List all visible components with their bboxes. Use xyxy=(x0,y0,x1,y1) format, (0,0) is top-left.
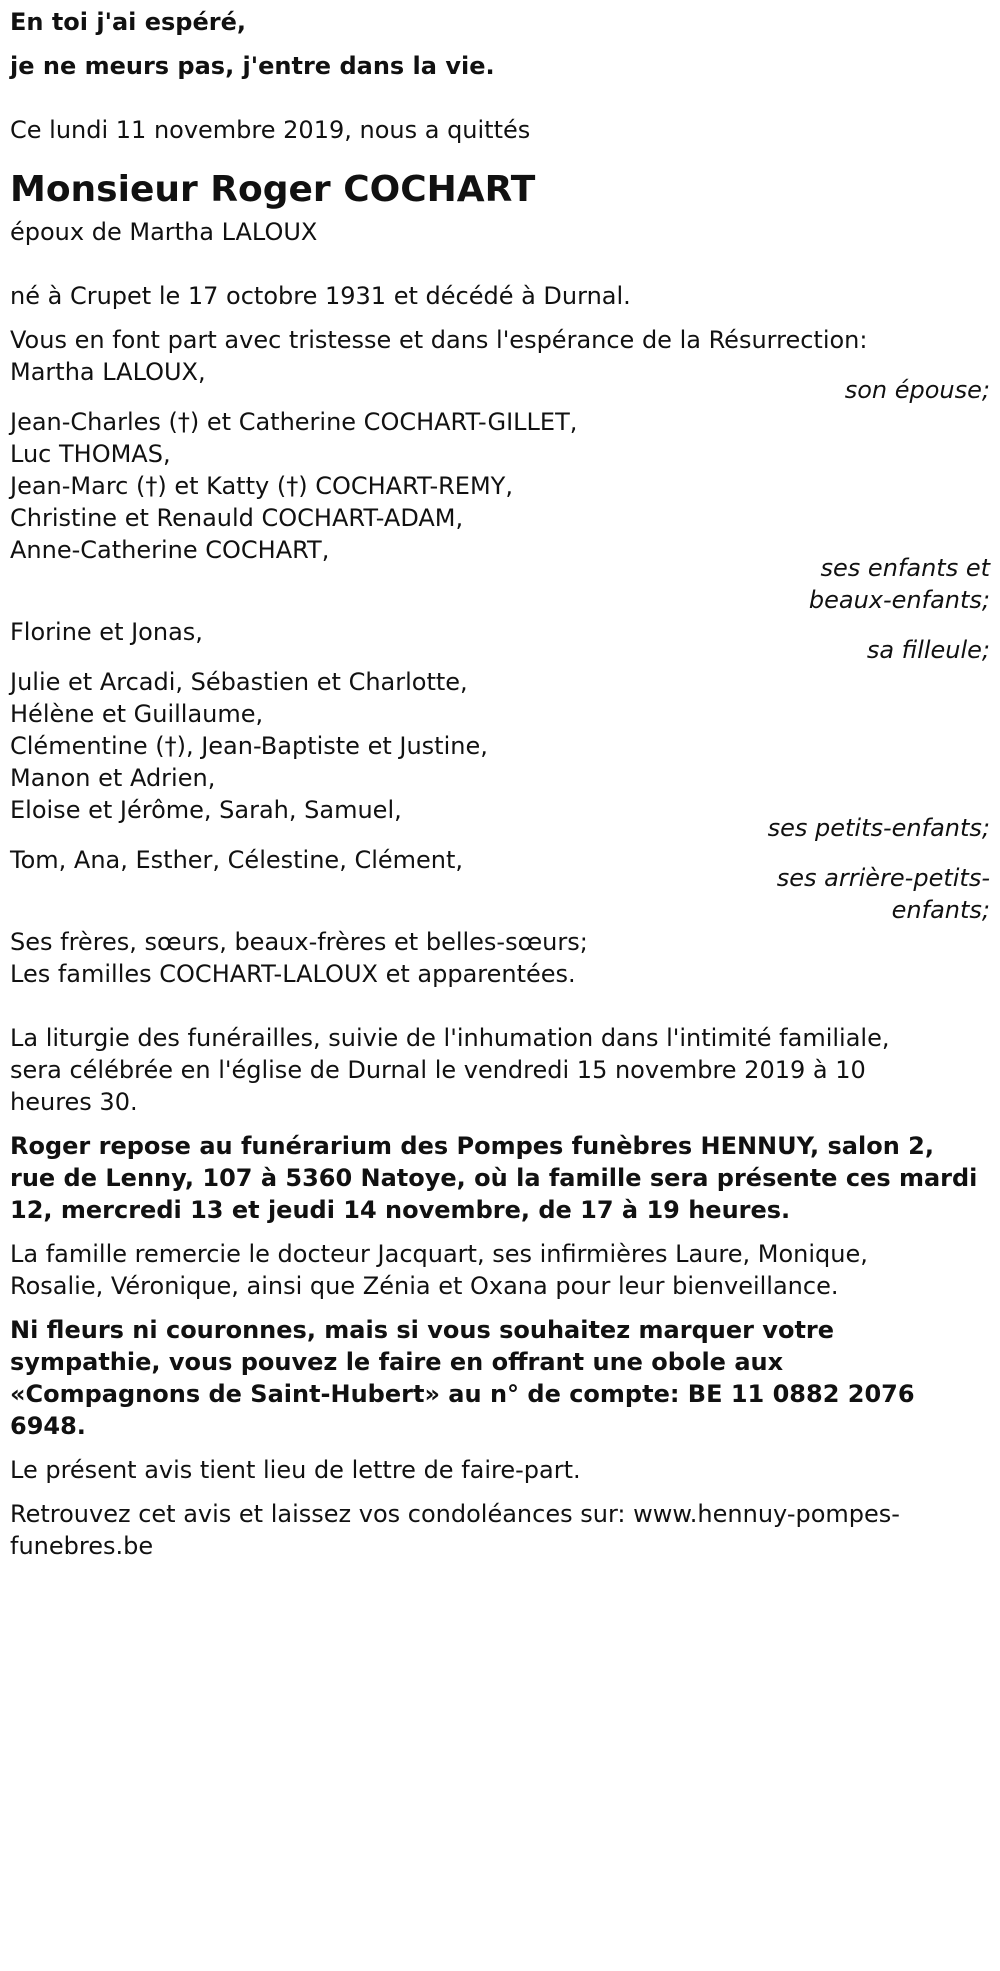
grandchild-line: Eloise et Jérôme, Sarah, Samuel, xyxy=(10,796,402,824)
child-line: Jean-Marc (†) et Katty (†) COCHART-REMY, xyxy=(10,472,513,500)
great-grandchildren-role: enfants; xyxy=(891,896,990,924)
verse-line-1: En toi j'ai espéré, xyxy=(10,8,246,36)
grandchild-line: Manon et Adrien, xyxy=(10,764,216,792)
deceased-name: Monsieur Roger COCHART xyxy=(10,169,536,210)
flowers-line: «Compagnons de Saint-Hubert» au n° de compte: BE 11 0882 2076 xyxy=(10,1380,915,1408)
birth-death-line: né à Crupet le 17 octobre 1931 et décédé à Durnal. xyxy=(10,282,631,310)
website-line: funebres.be xyxy=(10,1532,154,1560)
grandchildren-role: ses petits-enfants; xyxy=(767,814,990,842)
child-line: Luc THOMAS, xyxy=(10,440,171,468)
spouse-name: Martha LALOUX, xyxy=(10,358,206,386)
liturgy-line: La liturgie des funérailles, suivie de l'inhumation dans l'intimité familiale, xyxy=(10,1024,890,1052)
great-grandchildren-names: Tom, Ana, Esther, Célestine, Clément, xyxy=(10,846,464,874)
children-role: beaux-enfants; xyxy=(808,586,990,614)
child-line: Anne-Catherine COCHART, xyxy=(10,536,330,564)
child-line: Christine et Renauld COCHART-ADAM, xyxy=(10,504,464,532)
spouse-line: époux de Martha LALOUX xyxy=(10,218,318,246)
announcement: Ce lundi 11 novembre 2019, nous a quittés xyxy=(10,116,531,144)
website-line: Retrouvez cet avis et laissez vos condoléances sur: www.hennuy-pompes- xyxy=(10,1500,900,1528)
liturgy-line: sera célébrée en l'église de Durnal le vendredi 15 novembre 2019 à 10 xyxy=(10,1056,866,1084)
other-relatives-line: Les familles COCHART-LALOUX et apparentées. xyxy=(10,960,576,988)
family-intro: Vous en font part avec tristesse et dans l'espérance de la Résurrection: xyxy=(10,326,868,354)
flowers-line: sympathie, vous pouvez le faire en offrant une obole aux xyxy=(10,1348,784,1376)
great-grandchildren-role: ses arrière-petits- xyxy=(776,864,990,892)
child-line: Jean-Charles (†) et Catherine COCHART-GILLET, xyxy=(10,408,578,436)
funerarium-line: rue de Lenny, 107 à 5360 Natoye, où la famille sera présente ces mardi xyxy=(10,1164,978,1192)
liturgy-line: heures 30. xyxy=(10,1088,138,1116)
flowers-line: Ni fleurs ni couronnes, mais si vous souhaitez marquer votre xyxy=(10,1316,835,1344)
other-relatives-line: Ses frères, sœurs, beaux-frères et belles-sœurs; xyxy=(10,928,588,956)
thanks-line: Rosalie, Véronique, ainsi que Zénia et Oxana pour leur bienveillance. xyxy=(10,1272,839,1300)
notice-line: Le présent avis tient lieu de lettre de faire-part. xyxy=(10,1456,581,1484)
thanks-line: La famille remercie le docteur Jacquart, ses infirmières Laure, Monique, xyxy=(10,1240,868,1268)
children-role: ses enfants et xyxy=(820,554,990,582)
funerarium-line: 12, mercredi 13 et jeudi 14 novembre, de 17 à 19 heures. xyxy=(10,1196,791,1224)
grandchild-line: Clémentine (†), Jean-Baptiste et Justine, xyxy=(10,732,488,760)
verse-line-2: je ne meurs pas, j'entre dans la vie. xyxy=(10,52,495,80)
grandchild-line: Julie et Arcadi, Sébastien et Charlotte, xyxy=(10,668,468,696)
funerarium-line: Roger repose au funérarium des Pompes funèbres HENNUY, salon 2, xyxy=(10,1132,934,1160)
flowers-line: 6948. xyxy=(10,1412,86,1440)
grandchild-line: Hélène et Guillaume, xyxy=(10,700,264,728)
goddaughter-role: sa filleule; xyxy=(866,636,990,664)
spouse-role: son épouse; xyxy=(844,376,990,404)
goddaughter-name: Florine et Jonas, xyxy=(10,618,203,646)
